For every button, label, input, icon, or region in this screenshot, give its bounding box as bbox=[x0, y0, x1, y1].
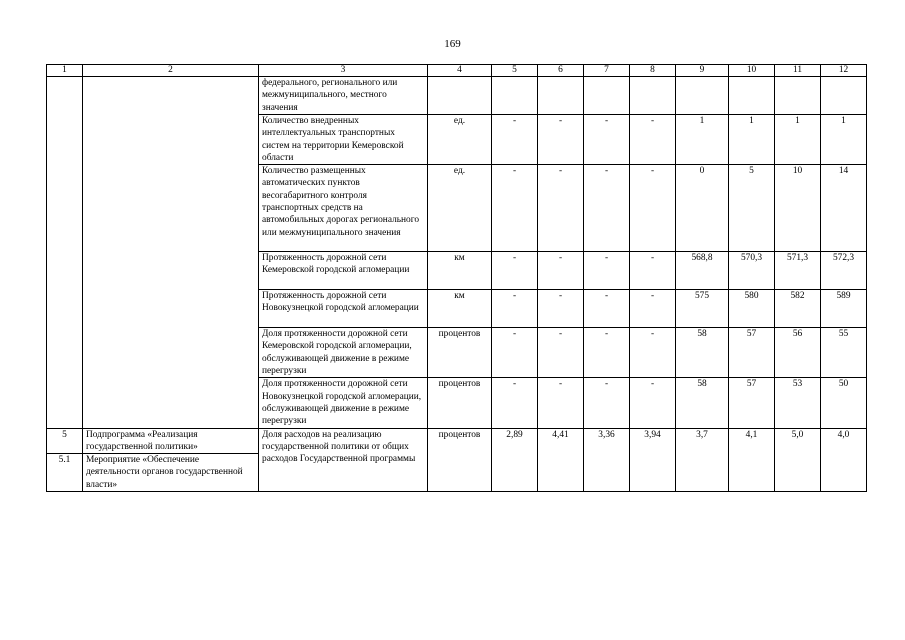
value-cell: 10 bbox=[775, 165, 821, 252]
value-cell: - bbox=[584, 290, 630, 328]
value-cell: 58 bbox=[676, 328, 729, 378]
value-cell: 57 bbox=[729, 378, 775, 428]
value-cell bbox=[630, 77, 676, 115]
value-cell: 3,94 bbox=[630, 428, 676, 491]
measure-name: Мероприятие «Обеспечение деятельности органов государственной власти» bbox=[83, 454, 258, 491]
indicator-cell: федерального, регионального или межмуниципального, местного значения bbox=[259, 77, 428, 115]
column-number: 10 bbox=[729, 65, 775, 77]
value-cell: - bbox=[492, 165, 538, 252]
value-cell bbox=[729, 77, 775, 115]
table-row bbox=[47, 428, 867, 491]
value-cell bbox=[492, 77, 538, 115]
column-number: 4 bbox=[428, 65, 492, 77]
unit-cell: км bbox=[428, 290, 492, 328]
unit-cell: процентов bbox=[428, 428, 492, 491]
column-number: 11 bbox=[775, 65, 821, 77]
value-cell: 568,8 bbox=[676, 252, 729, 290]
value-cell: 570,3 bbox=[729, 252, 775, 290]
value-cell: 14 bbox=[821, 165, 867, 252]
unit-cell: процентов bbox=[428, 328, 492, 378]
value-cell: 4,0 bbox=[821, 428, 867, 491]
value-cell: 1 bbox=[676, 115, 729, 165]
unit-cell: ед. bbox=[428, 115, 492, 165]
value-cell: 4,1 bbox=[729, 428, 775, 491]
value-cell bbox=[584, 77, 630, 115]
value-cell bbox=[676, 77, 729, 115]
value-cell: - bbox=[584, 115, 630, 165]
value-cell: - bbox=[538, 252, 584, 290]
subprogram-number-cell bbox=[47, 428, 83, 491]
value-cell: 2,89 bbox=[492, 428, 538, 491]
cell-name-empty bbox=[83, 77, 259, 429]
value-cell bbox=[538, 77, 584, 115]
value-cell: - bbox=[492, 328, 538, 378]
subprogram-number: 5 bbox=[62, 429, 67, 440]
table-row bbox=[47, 77, 867, 115]
unit-cell: км bbox=[428, 252, 492, 290]
column-number: 3 bbox=[259, 65, 428, 77]
value-cell: - bbox=[492, 290, 538, 328]
value-cell: - bbox=[584, 378, 630, 428]
value-cell: - bbox=[538, 115, 584, 165]
value-cell: 571,3 bbox=[775, 252, 821, 290]
value-cell: - bbox=[492, 115, 538, 165]
measure-number: 5.1 bbox=[47, 454, 82, 491]
value-cell: 0 bbox=[676, 165, 729, 252]
value-cell: 5 bbox=[729, 165, 775, 252]
column-number: 7 bbox=[584, 65, 630, 77]
value-cell: 3,36 bbox=[584, 428, 630, 491]
indicator-cell: Количество размещенных автоматических пунктов весогабаритного контроля транспортных средств на автомобильных дорогах регионального или межмуниципального значения bbox=[259, 165, 428, 252]
value-cell: - bbox=[492, 252, 538, 290]
column-number: 1 bbox=[47, 65, 83, 77]
value-cell: 572,3 bbox=[821, 252, 867, 290]
indicators-table bbox=[46, 64, 867, 492]
value-cell: 575 bbox=[676, 290, 729, 328]
value-cell: - bbox=[584, 328, 630, 378]
value-cell: 57 bbox=[729, 328, 775, 378]
indicator-cell: Протяженность дорожной сети Кемеровской городской агломерации bbox=[259, 252, 428, 290]
value-cell: - bbox=[630, 290, 676, 328]
value-cell: 3,7 bbox=[676, 428, 729, 491]
indicator-cell: Доля протяженности дорожной сети Новокузнецкой городской агломерации, обслуживающей движение в режиме перегрузки bbox=[259, 378, 428, 428]
value-cell: 50 bbox=[821, 378, 867, 428]
column-number: 5 bbox=[492, 65, 538, 77]
value-cell: - bbox=[538, 328, 584, 378]
value-cell: 55 bbox=[821, 328, 867, 378]
value-cell: 56 bbox=[775, 328, 821, 378]
value-cell: - bbox=[630, 165, 676, 252]
value-cell: - bbox=[630, 252, 676, 290]
subprogram-name-cell bbox=[83, 428, 259, 491]
cell-number-empty bbox=[47, 77, 83, 429]
value-cell: - bbox=[584, 165, 630, 252]
value-cell: 58 bbox=[676, 378, 729, 428]
page-number: 169 bbox=[444, 38, 461, 50]
value-cell: - bbox=[538, 378, 584, 428]
value-cell: 1 bbox=[775, 115, 821, 165]
indicator-cell: Доля протяженности дорожной сети Кемеровской городской агломерации, обслуживающей движение в режиме перегрузки bbox=[259, 328, 428, 378]
value-cell: - bbox=[538, 290, 584, 328]
value-cell: 580 bbox=[729, 290, 775, 328]
unit-cell bbox=[428, 77, 492, 115]
value-cell: 589 bbox=[821, 290, 867, 328]
column-number: 6 bbox=[538, 65, 584, 77]
unit-cell: ед. bbox=[428, 165, 492, 252]
value-cell: 582 bbox=[775, 290, 821, 328]
value-cell: - bbox=[538, 165, 584, 252]
indicator-cell: Количество внедренных интеллектуальных транспортных систем на территории Кемеровской области bbox=[259, 115, 428, 165]
value-cell: 4,41 bbox=[538, 428, 584, 491]
column-number: 9 bbox=[676, 65, 729, 77]
column-number-row bbox=[47, 65, 867, 77]
value-cell: - bbox=[584, 252, 630, 290]
column-number: 2 bbox=[83, 65, 259, 77]
value-cell: - bbox=[630, 328, 676, 378]
value-cell: - bbox=[630, 115, 676, 165]
value-cell: 5,0 bbox=[775, 428, 821, 491]
value-cell bbox=[775, 77, 821, 115]
value-cell: - bbox=[492, 378, 538, 428]
column-number: 12 bbox=[821, 65, 867, 77]
value-cell: 1 bbox=[821, 115, 867, 165]
value-cell: 1 bbox=[729, 115, 775, 165]
indicator-cell: Доля расходов на реализацию государственной политики от общих расходов Государственной программы bbox=[259, 428, 428, 491]
value-cell: 53 bbox=[775, 378, 821, 428]
column-number: 8 bbox=[630, 65, 676, 77]
subprogram-name: Подпрограмма «Реализация государственной политики» bbox=[86, 429, 198, 452]
value-cell: - bbox=[630, 378, 676, 428]
value-cell bbox=[821, 77, 867, 115]
indicator-cell: Протяженность дорожной сети Новокузнецкой городской агломерации bbox=[259, 290, 428, 328]
unit-cell: процентов bbox=[428, 378, 492, 428]
